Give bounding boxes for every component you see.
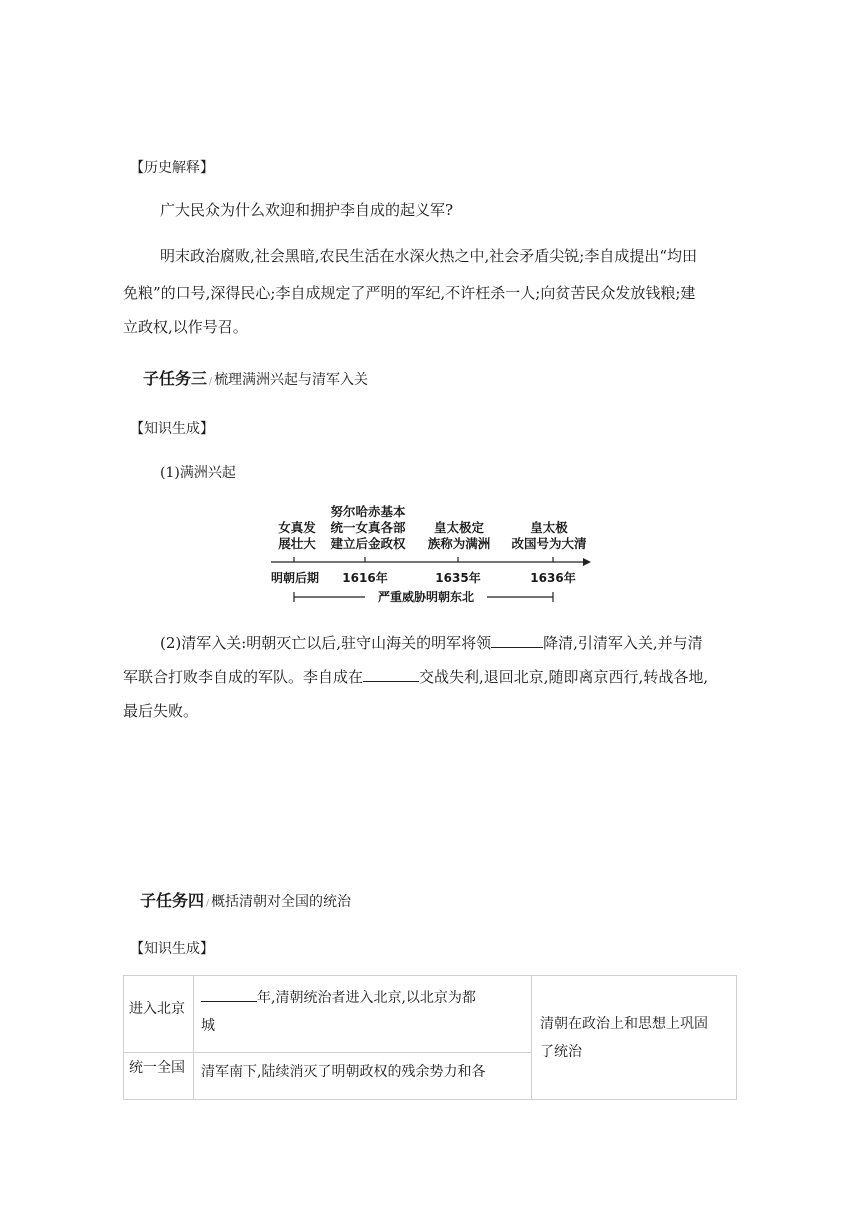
timeline-date-3: 1635年 — [435, 571, 481, 585]
task4-knowledge-label: 【知识生成】 — [130, 941, 214, 957]
timeline-span-label: 严重威胁明朝东北 — [377, 590, 474, 604]
timeline-event-2-line-1: 统一女真各部 — [330, 520, 406, 535]
question-text: 广大民众为什么欢迎和拥护李自成的起义军? — [160, 201, 454, 219]
task3-heading — [143, 366, 368, 389]
qing-entry-line-2 — [123, 661, 708, 694]
timeline-event-1 — [265, 520, 329, 552]
timeline-event-1-line-1: 女真发 — [278, 520, 316, 535]
timeline-event-1-line-2: 展壮大 — [278, 536, 316, 551]
qing-entry-line-3: 最后失败。 — [123, 702, 199, 720]
timeline-event-4-line-2: 改国号为大清 — [511, 536, 587, 551]
summary-line-1: 清朝在政治上和思想上巩固 — [540, 1015, 708, 1032]
answer-line-3: 立政权,以作号召。 — [123, 318, 248, 336]
task4-subtitle: 概括清朝对全国的统治 — [211, 894, 352, 910]
timeline-event-4 — [503, 520, 595, 552]
task3-subtitle: 梳理满洲兴起与清军入关 — [214, 372, 369, 388]
qing-entry-line-2-part-a: 军联合打败李自成的军队。李自成在 — [123, 668, 364, 686]
task4-heading — [140, 888, 351, 911]
arrow-right-icon — [583, 558, 591, 566]
timeline-date-1: 明朝后期 — [270, 571, 319, 585]
task4-title: 子任务四 — [140, 891, 205, 910]
timeline-event-3-line-1: 皇太极定 — [433, 520, 484, 535]
task3-title: 子任务三 — [143, 369, 208, 388]
qing-entry-line-1 — [160, 627, 703, 660]
table-cell-head: 统一全国 — [124, 1053, 194, 1100]
table-cell-summary — [532, 976, 737, 1100]
history-explanation-label: 【历史解释】 — [130, 160, 214, 176]
answer-line-2: 免粮”的口号,深得民心;李自成规定了严明的军纪,不许枉杀一人;向贫苦民众发放钱粮;建 — [123, 284, 696, 302]
fill-blank-general[interactable] — [491, 632, 543, 648]
qing-entry-line-1-part-a: (2)清军入关:明朝灭亡以后,驻守山海关的明军将领 — [160, 634, 492, 652]
table-cell-head: 进入北京 — [124, 976, 194, 1053]
answer-line-1: 明末政治腐败,社会黑暗,农民生活在水深火热之中,社会矛盾尖锐;李自成提出“均田 — [160, 247, 698, 265]
qing-rule-table — [123, 975, 737, 1100]
task3-knowledge-label: 【知识生成】 — [130, 421, 214, 437]
fill-blank-year[interactable] — [201, 986, 257, 1002]
table-cell-text: 年,清朝统治者进入北京,以北京为都 — [257, 990, 476, 1006]
timeline-event-3-line-2: 族称为满洲 — [427, 536, 491, 551]
timeline-axis — [265, 556, 595, 568]
heading-slash-icon: / — [209, 377, 213, 387]
table-cell-text: 城 — [201, 1018, 215, 1034]
fill-blank-battle[interactable] — [363, 666, 419, 682]
manchu-rise-item: (1)满洲兴起 — [160, 465, 236, 481]
timeline-event-2-line-2: 建立后金政权 — [330, 536, 406, 551]
table-row — [124, 976, 737, 1053]
timeline-event-3 — [419, 520, 499, 552]
heading-slash-icon: / — [206, 899, 210, 909]
manchu-timeline — [265, 500, 595, 610]
qing-entry-line-2-part-b: 交战失利,退回北京,随即离京西行,转战各地, — [419, 668, 709, 686]
timeline-event-4-line-1: 皇太极 — [530, 520, 568, 535]
timeline-event-2-line-0: 努尔哈赤基本 — [330, 504, 406, 519]
table-cell-content — [194, 976, 532, 1053]
table-cell-content: 清军南下,陆续消灭了明朝政权的残余势力和各 — [194, 1053, 532, 1100]
qing-entry-line-1-part-b: 降清,引清军入关,并与清 — [543, 634, 703, 652]
timeline-date-4: 1636年 — [530, 571, 576, 585]
timeline-date-2: 1616年 — [342, 571, 388, 585]
summary-line-2: 了统治 — [540, 1043, 582, 1060]
timeline-event-2 — [322, 504, 414, 552]
